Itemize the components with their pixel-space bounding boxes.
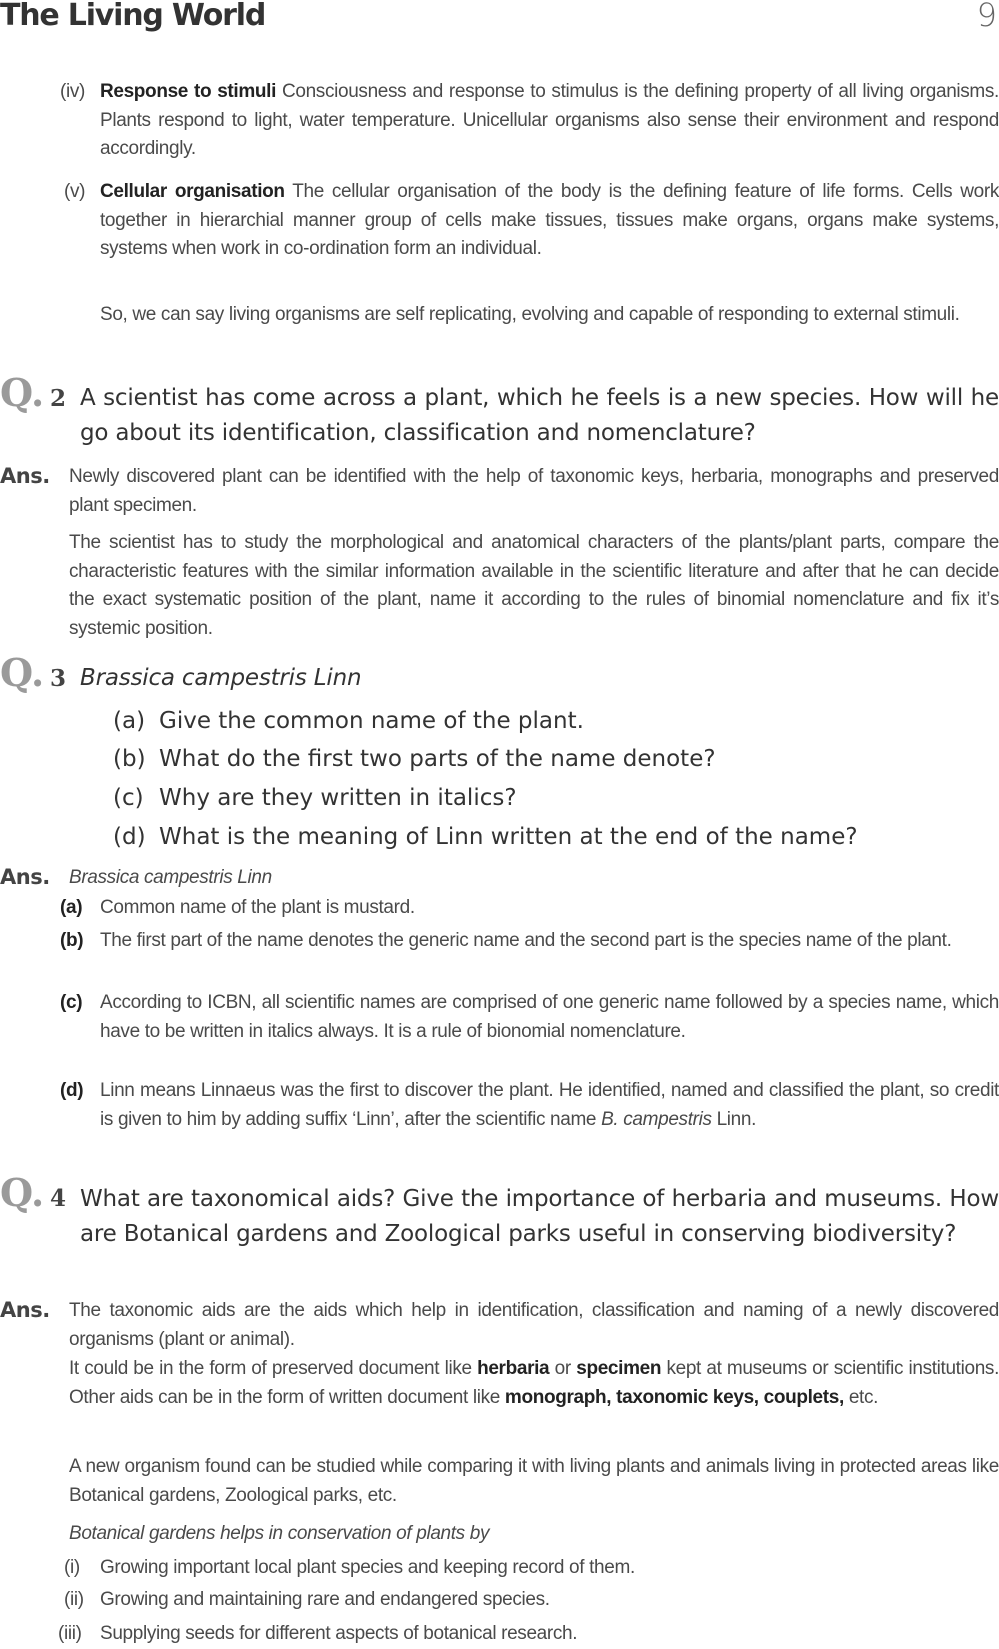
answer-paragraph: The taxonomic aids are the aids which help in identification, classification and naming of a newly discovered organisms (plant or animal). (69, 1300, 999, 1350)
item-label: (iii) (58, 1623, 82, 1644)
sub-question (113, 820, 858, 854)
list-item (64, 1554, 999, 1583)
answer-paragraph: Newly discovered plant can be identified with the help of taxonomic keys, herbaria, monographs and preserved plant specimen. (69, 466, 999, 516)
answer-paragraph (69, 1355, 999, 1412)
list-item (64, 1586, 999, 1615)
text: or (549, 1358, 577, 1379)
question-mark-label: Q. (0, 1170, 45, 1215)
sub-label: (a) (113, 708, 146, 734)
italic-text: Botanical gardens helps in conservation of plants by (69, 1523, 490, 1544)
chapter-title: The Living World (0, 0, 266, 33)
answer-paragraph (69, 1520, 999, 1549)
sub-question (113, 742, 716, 776)
item-text: Growing and maintaining rare and endangered species. (100, 1589, 550, 1610)
question-text: A scientist has come across a plant, which he feels is a new species. How will he go about its identification, classification and nomenclature? (80, 385, 999, 446)
answer-title (69, 864, 999, 893)
term: Cellular organisation (100, 181, 285, 202)
term: monograph, taxonomic keys, couplets, (504, 1386, 844, 1408)
text: kept at museums or scientific institutions. Other aids can be in the form of written document like (69, 1358, 999, 1408)
species-name: B. campestris (601, 1108, 712, 1130)
item-label: (b) (60, 930, 84, 951)
sub-text: Why are they written in italics? (159, 785, 517, 811)
sub-label: (c) (113, 785, 144, 811)
answer-item (60, 1077, 999, 1134)
question-number: 2 (50, 385, 66, 412)
sub-question (113, 781, 517, 815)
answer-item (60, 894, 999, 923)
item-text: According to ICBN, all scientific names are comprised of one generic name followed by a species name, which have to be written in italics always. It is a rule of bionomial nomenclature. (100, 992, 999, 1042)
term: Response to stimuli (100, 81, 277, 102)
conclusion-text: So, we can say living organisms are self replicating, evolving and capable of responding to external stimuli. (100, 304, 960, 325)
term: herbaria (477, 1358, 550, 1379)
item-text: Linn. (711, 1108, 757, 1130)
text: etc. (843, 1386, 879, 1408)
item-text: Consciousness and response to stimulus is the defining property of all living organisms. Plants respond to light, water temperature. Unicellular organisms also sense their environment and respond accordingly. (100, 81, 999, 159)
item-text: Common name of the plant is mustard. (100, 897, 415, 918)
question-mark-label: Q. (0, 650, 45, 695)
question-number: 3 (50, 665, 66, 692)
item-label: (v) (64, 181, 86, 202)
conclusion-paragraph (60, 301, 999, 330)
answer-label: Ans. (0, 464, 50, 488)
item-label: (a) (60, 897, 83, 918)
item-text: Linn means Linnaeus was the first to discover the plant. He identified, named and classified the plant, so credit is given to him by adding suffix ‘Linn’, after the scientific name (100, 1080, 999, 1130)
item-label: (c) (60, 992, 83, 1013)
question-text: Brassica campestris Linn (80, 665, 362, 691)
sub-text: What is the meaning of Linn written at the end of the name? (159, 824, 858, 850)
sub-text: Give the common name of the plant. (159, 708, 584, 734)
question-text: What are taxonomical aids? Give the importance of herbaria and museums. How are Botanical gardens and Zoological parks useful in conserving biodiversity? (80, 1186, 999, 1247)
term: specimen (576, 1358, 662, 1379)
item-label: (i) (64, 1557, 80, 1578)
question-4 (0, 1170, 999, 1251)
species-name: Brassica campestris Linn (69, 867, 272, 888)
answer-paragraph: The scientist has to study the morphological and anatomical characters of the plants/plant parts, compare the characteristic features with the similar information available in the scientific literature and after that he can decide the exact systematic position of the plant, name it according to the rules of binomial nomenclature and fix it’s systemic position. (69, 532, 999, 639)
sub-question (113, 704, 584, 738)
answer-label: Ans. (0, 1298, 50, 1322)
answer-label: Ans. (0, 865, 50, 889)
list-item (58, 1620, 999, 1649)
sub-label: (d) (113, 824, 146, 850)
item-text: The cellular organisation of the body is the defining feature of life forms. Cells work together in hierarchial manner group of cells make tissues, tissues make organs, organs make systems, systems when work in co-ordination form an individual. (100, 181, 999, 259)
item-label: (iv) (60, 81, 85, 102)
answer-item (60, 989, 999, 1046)
point-response-to-stimuli (60, 78, 999, 164)
item-label: (ii) (64, 1589, 84, 1610)
question-2 (0, 370, 999, 451)
sub-text: What do the first two parts of the name denote? (159, 746, 716, 772)
item-label: (d) (60, 1080, 84, 1101)
item-text: The first part of the name denotes the generic name and the second part is the species name of the plant. (100, 930, 952, 951)
item-text: Supplying seeds for different aspects of botanical research. (100, 1623, 578, 1644)
answer-item (60, 927, 999, 956)
text: It could be in the form of preserved document like (69, 1358, 478, 1379)
question-number: 4 (50, 1185, 66, 1212)
point-cellular-organisation (60, 178, 999, 264)
answer-paragraph: A new organism found can be studied while comparing it with living plants and animals living in protected areas like Botanical gardens, Zoological parks, etc. (69, 1456, 999, 1506)
question-3 (0, 650, 999, 696)
question-mark-label: Q. (0, 370, 45, 415)
item-text: Growing important local plant species and keeping record of them. (100, 1557, 635, 1578)
sub-label: (b) (113, 746, 146, 772)
page-number: 9 (976, 0, 997, 34)
